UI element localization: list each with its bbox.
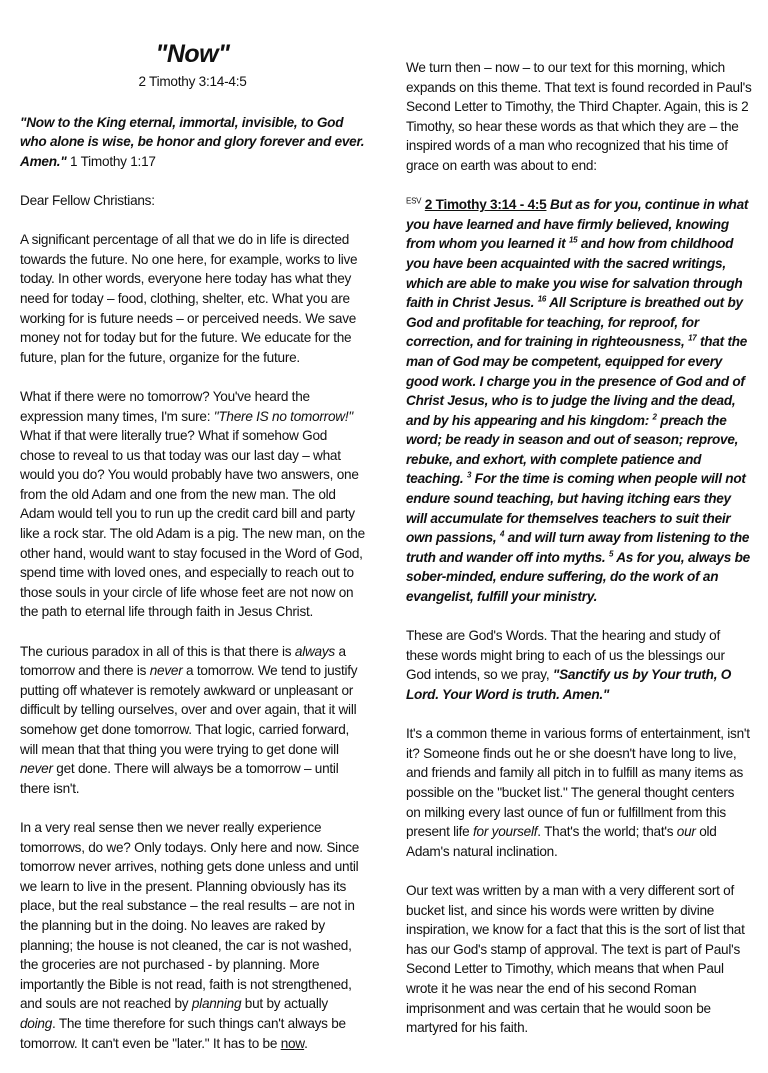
verse-number-2: 2 — [652, 412, 657, 422]
paragraph-7-text: It's a common theme in various forms of entertainment, isn't it? Someone finds out he or she doesn't have long to live, and friends and family all pitch in to fulfill as many items as possible on the "bucket list." The general thought centers on milking every last ounce of fun or fulfillment from this present life — [406, 726, 750, 840]
paragraph-8: Our text was written by a man with a very different sort of bucket list, and since his words were written by divine inspiration, we know for a fact that this is the sort of list that has our God's stamp of approval. The text is part of Paul's Second Letter to Timothy, which means that when Paul wrote it he was near the end of his second Roman imprisonment and was certain that he would soon be martyred for his faith. — [406, 882, 745, 1036]
verse-2: preach the word; be ready in season and out of season; reprove, rebuke, and exhort, with complete patience and teaching. — [406, 412, 739, 487]
emphasis-our: our — [676, 824, 696, 840]
paragraph-6-text: These are God's Words. That the hearing and study of these words might bring to each of us the blessings our God intends, so we pray, — [406, 628, 725, 683]
verse-number-4: 4 — [499, 529, 505, 539]
left-column — [20, 40, 365, 1073]
paragraph-4 — [20, 818, 365, 1053]
paragraph-3-text-4: get done. There will always be a tomorrow – until there isn't. — [20, 761, 339, 796]
verse-number-17: 17 — [688, 333, 697, 343]
opening-verse-quote: "Now to the King eternal, immortal, invisible, to God who alone is wise, be honor and glory forever and ever. Amen." — [20, 114, 365, 169]
paragraph-3-text-3: a tomorrow. We tend to justify putting off whatever is remotely awkward or unpleasant or difficult by telling ourselves, over and over again, that it will somehow get done tomorrow. That logic, carried forward, will mean that that thing you were trying to get done will — [20, 663, 358, 757]
emphasis-planning: planning — [191, 996, 242, 1012]
paragraph-2-text-cont: What if that were literally true? What if somehow God chose to reveal to us that today was our last day – what would you do? You would probably have two answers, one from the old Adam and one from the new man. The old Adam would tell you to run up the credit card bill and party like a rock star. The old Adam is a pig. The new man, on the other hand, would want to stay focused in the Word of God, spend time with loved ones, and especially to reach out to those souls in your circle of life whose feet are not now on the path to eternal life through faith in Jesus Christ. — [20, 428, 365, 620]
opening-verse-citation: 1 Timothy 1:17 — [66, 153, 156, 169]
opening-verse — [20, 113, 365, 172]
verse-14: But as for you, continue in what you have learned and have firmly believed, knowing from whom you learned it — [406, 197, 749, 252]
version-label: ESV — [406, 196, 422, 206]
emphasis-now: now — [280, 1035, 305, 1051]
right-column — [406, 58, 752, 1057]
paragraph-2-text: What if there were no tomorrow? You've heard the expression many times, I'm sure: — [20, 388, 310, 424]
paragraph-4-text-2: but by actually — [241, 996, 328, 1012]
emphasis-never: never — [149, 663, 183, 679]
paragraph-3-text: The curious paradox in all of this is that there is — [20, 643, 295, 659]
verse-5: As for you, always be sober-minded, endure suffering, do the work of an evangelist, fulfill your ministry. — [406, 549, 750, 605]
paragraph-3-text-2: a tomorrow and there is — [20, 643, 346, 679]
paragraph-7 — [406, 724, 752, 861]
paragraph-1: A significant percentage of all that we do in life is directed towards the future. No one here, for example, works to live today. In other words, everyone here today has what they need for today – food, clothing, shelter, etc. What you are working for is future needs – or perceived needs. We save money not for today but for the future. We educate for the future, plan for the future, organize for the future. — [20, 232, 358, 365]
reading-reference: 2 Timothy 3:14 - 4:5 — [424, 197, 547, 213]
emphasis-always: always — [294, 643, 335, 659]
paragraph-7-text-2: . That's the world; that's — [537, 824, 677, 840]
paragraph-3 — [20, 642, 365, 799]
paragraph-5: We turn then – now – to our text for this morning, which expands on this theme. That text is found recorded in Paul's Second Letter to Timothy, the Third Chapter. Again, this is 2 Timothy, so hear these words as that which they are – the inspired words of a man who recognized that his time of grace on earth was about to end: — [406, 60, 752, 173]
sermon-title: "Now" — [155, 40, 230, 68]
emphasis-doing: doing — [20, 1015, 53, 1031]
verse-number-5: 5 — [608, 549, 614, 559]
verse-4: and will turn away from listening to the truth and wander off into myths. — [406, 530, 750, 565]
prayer: "Sanctify us by Your truth, O Lord. Your Word is truth. Amen." — [406, 667, 732, 702]
paragraph-4-text-3: . The time therefore for such things can't always be tomorrow. It can't even be "later." It has to be — [20, 1015, 346, 1051]
verse-number-16: 16 — [537, 294, 547, 304]
emphasis-never-2: never — [20, 761, 53, 777]
paragraph-4-text-4: . — [304, 1035, 308, 1051]
paragraph-4-text: In a very real sense then we never really experience tomorrows, do we? Only todays. Only here and now. Since tomorrow never arrives, nothing gets done unless and until we learn to live in the present. Planning obviously has its place, but the real substance – the real results – are not in the planning but in the doing. No leaves are raked by planning; the house is not cleaned, the car is not washed, the groceries are not purchased - by planning. More importantly the Bible is not read, faith is not strengthened, and souls are not reached by — [20, 819, 360, 1012]
paragraph-2 — [20, 387, 365, 622]
emphasis-for-yourself: for yourself — [473, 824, 538, 840]
verse-number-3: 3 — [466, 470, 472, 480]
paragraph-7-text-3: old Adam's natural inclination. — [406, 824, 717, 859]
verse-15: and how from childhood you have been acquainted with the sacred writings, which are able to make you wise for salvation through faith in Christ Jesus. — [406, 236, 743, 311]
verse-3: For the time is coming when people will not endure sound teaching, but having itching ears they will accumulate for themselves teachers to suit their own passions, — [406, 471, 746, 546]
greeting: Dear Fellow Christians: — [20, 192, 155, 208]
paragraph-6 — [406, 626, 752, 704]
scripture-reference: 2 Timothy 3:14-4:5 — [138, 74, 247, 89]
verse-number-15: 15 — [568, 235, 578, 245]
verse-17: that the man of God may be competent, equipped for every good work. I charge you in the presence of God and of Christ Jesus, who is to judge the living and the dead, and by his appearing and his kingdom: — [406, 334, 748, 428]
text-reading — [406, 195, 752, 606]
verse-16: All Scripture is breathed out by God and profitable for teaching, for reproof, for correction, and for training in righteousness, — [406, 295, 743, 350]
paragraph-2-quote: "There IS no tomorrow!" — [213, 408, 353, 424]
